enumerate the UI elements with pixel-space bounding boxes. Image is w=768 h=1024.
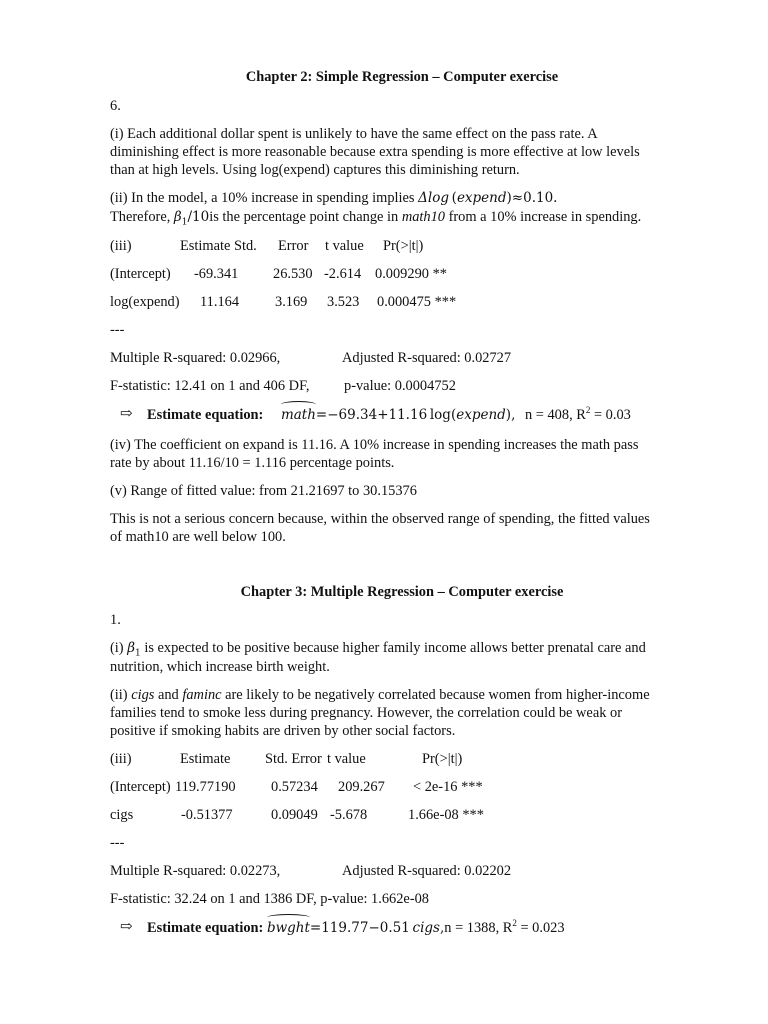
part-ii-line-1: (ii) cigs and faminc are likely to be negatively correlated because women from higher-income [110,687,650,703]
f-statistic-line: F-statistic: 12.41 on 1 and 406 DF, p-value: 0.0004752 [110,378,456,394]
estimate-equation: Estimate equation: math=−69.34+11.16 log(expend), n = 408, $R^2 = 0.03$ [147,405,631,423]
part-ii-text: (ii) In the model, a 10% increase in spending implies [110,190,419,206]
part-i-line-1: (i) $\beta_1$ is expected to be positive because higher family income allows better prenatal care and [110,640,646,659]
part-ii-line-3: positive if smoking habits are driven by other social factors. [110,723,456,739]
arrow-icon: ⇨ [120,919,133,935]
exercise-number: 6. [110,98,121,114]
f-statistic-line: F-statistic: 32.24 on 1 and 1386 DF, p-value: 1.662e-08 [110,891,430,907]
part-ii-line-2: families tend to smoke less during pregnancy. However, the correlation could be weak or [110,705,622,721]
part-ii-line-1 [110,189,557,207]
separator: --- [110,835,125,851]
table-row: cigs -0.51377 0.09049 -5.678 1.66e-08 *** [110,807,484,823]
chapter-3-title: Chapter 3: Multiple Regression – Computer exercise [240,584,564,600]
r-squared-line: Multiple R-squared: 0.02966, Adjusted R-squared: 0.02727 [110,350,512,366]
part-iv-line-2: rate by about 11.16/10 = 1.116 percentage points. [110,455,395,471]
part-i-line-3: than at high levels. Using log(expend) captures this diminishing return. [110,162,520,178]
beta-formula: $\beta_1/10$ [173,209,210,228]
part-v-line: (v) Range of fitted value: from 21.21697 to 30.15376 [110,483,417,499]
part-i-line-1: (i) Each additional dollar spent is unlikely to have the same effect on the pass rate. A [110,126,598,142]
table-row: (Intercept) 119.77190 0.57234 209.267 < 2e-16 *** [110,779,483,795]
exercise-number: 1. [110,612,121,628]
r-squared-line: Multiple R-squared: 0.02273, Adjusted R-squared: 0.02202 [110,863,512,879]
part-i-line-2: nutrition, which increase birth weight. [110,659,330,675]
delta-log-formula: Δlog (expend)≈0.10. [418,190,558,206]
equation-formula: math=−69.34+11.16 log(expend), [280,407,516,423]
math10-variable: math10 [401,209,445,225]
chapter-2-title: Chapter 2: Simple Regression – Computer exercise [245,69,559,85]
estimate-equation: Estimate equation: bwght=119.77−0.51 cigs,n = 1388, $R^2 = 0.023$ [147,918,565,936]
conclusion-line-2: of math10 are well below 100. [110,529,286,545]
arrow-icon: ⇨ [120,406,133,422]
table-header: (iii) Estimate Std. Error t value Pr(>|t|) [110,751,463,767]
table-row: (Intercept) -69.341 26.530 -2.614 0.009290 ** [110,266,447,282]
conclusion-line-1: This is not a serious concern because, within the observed range of spending, the fitted values [110,511,650,527]
table-row: log(expend) 11.164 3.169 3.523 0.000475 *** [110,294,457,310]
separator: --- [110,322,125,338]
equation-formula: bwght=119.77−0.51 cigs, [266,920,445,936]
part-iv-line-1: (iv) The coefficient on expand is 11.16. A 10% increase in spending increases the math pass [110,437,639,453]
table-header: (iii) Estimate Std. Error t value Pr(>|t|) [110,238,424,254]
part-i-line-2: diminishing effect is more reasonable because extra spending is more effective at low levels [110,144,640,160]
beta-formula: $\beta_1$ [127,640,141,659]
part-ii-line-2: Therefore, $\beta_1/10is$ the percentage point change in math10 from a 10% increase in spending. [110,209,642,228]
